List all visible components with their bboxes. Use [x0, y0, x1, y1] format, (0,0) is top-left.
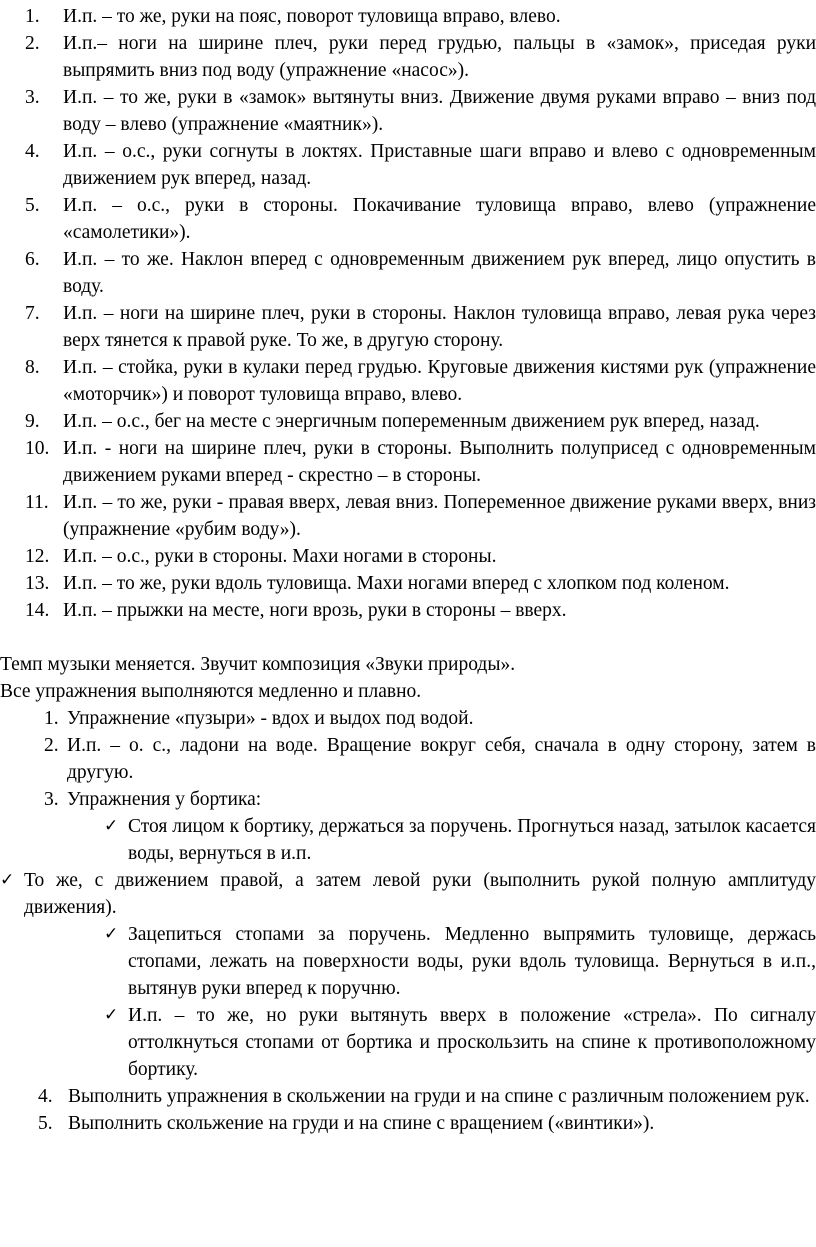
item-text: И.п. – ноги на ширине плеч, руки в стороны. Наклон туловища вправо, левая рука через верх тянется к правой руке. То же, в другую сторону. [63, 303, 816, 351]
list-item [25, 354, 816, 408]
item-text: И.п. – то же. Наклон вперед с одновременным движением рук вперед, лицо опустить в воду. [63, 249, 816, 297]
list-item [25, 570, 816, 597]
item-number: 13. [25, 573, 50, 594]
item-text: Выполнить скольжение на груди и на спине с вращением («винтики»). [68, 1113, 655, 1134]
item-number: 5. [25, 195, 40, 216]
list-item [25, 192, 816, 246]
list-item [25, 597, 816, 624]
list-item [25, 300, 816, 354]
check-item [0, 867, 816, 921]
checkmark-icon: ✓ [104, 816, 119, 836]
item-text: И.п. – о. с., ладони на воде. Вращение вокруг себя, сначала в одну сторону, затем в другую. [67, 735, 816, 783]
check-item [104, 921, 816, 1002]
checkmark-icon: ✓ [104, 1005, 119, 1025]
list-item [25, 408, 816, 435]
item-text: Упражнение «пузыри» - вдох и выдох под водой. [67, 708, 474, 729]
item-number: 9. [25, 411, 40, 432]
item-text: И.п. – прыжки на месте, ноги врозь, руки в стороны – вверх. [63, 600, 567, 621]
list-item [38, 1083, 816, 1110]
item-text: И.п. – то же, руки в «замок» вытянуты вниз. Движение двумя руками вправо – вниз под воду – влево (упражнение «маятник»). [63, 87, 816, 135]
check-item [104, 813, 816, 867]
item-text: И.п. – о.с., руки согнуты в локтях. Приставные шаги вправо и влево с одновременным движением рук вперед, назад. [63, 141, 816, 189]
exercise-list-1 [0, 3, 816, 624]
item-text: И.п. – то же, руки - правая вверх, левая вниз. Попеременное движение руками вверх, вниз (упражнение «рубим воду»). [63, 492, 816, 540]
item-number: 4. [38, 1086, 53, 1107]
list-item [44, 705, 816, 732]
item-text: Выполнить упражнения в скольжении на груди и на спине с различным положением рук. [68, 1086, 810, 1107]
checkmark-icon: ✓ [0, 870, 15, 890]
list-item [25, 3, 816, 30]
item-text: И.п. – о.с., бег на месте с энергичным попеременным движением рук вперед, назад. [63, 411, 760, 432]
list-item [25, 84, 816, 138]
item-number: 4. [25, 141, 40, 162]
item-number: 2. [44, 735, 59, 756]
item-text: И.п. - ноги на ширине плеч, руки в стороны. Выполнить полуприсед с одновременным движением руками вперед - скрестно – в стороны. [63, 438, 816, 486]
item-number: 7. [25, 303, 40, 324]
exercise-list-2 [0, 705, 816, 813]
item-text: Упражнения у бортика: [67, 789, 262, 810]
list-item [25, 435, 816, 489]
paragraph-music: Темп музыки меняется. Звучит композиция «Звуки природы». [0, 654, 516, 675]
list-item [25, 30, 816, 84]
list-item [38, 1110, 816, 1137]
check-text: То же, с движением правой, а затем левой руки (выполнить рукой полную амплитуду движения). [24, 870, 816, 918]
item-text: И.п.– ноги на ширине плеч, руки перед грудью, пальцы в «замок», приседая руки выпрямить вниз под воду (упражнение «насос»). [63, 33, 816, 81]
item-text: И.п. – о.с., руки в стороны. Махи ногами в стороны. [63, 546, 497, 567]
item-number: 3. [44, 789, 59, 810]
item-number: 5. [38, 1113, 53, 1134]
item-text: И.п. – стойка, руки в кулаки перед грудью. Круговые движения кистями рук (упражнение «моторчик») и поворот туловища вправо, влево. [63, 357, 816, 405]
blank-line [0, 624, 816, 651]
item-number: 6. [25, 249, 40, 270]
check-text: Стоя лицом к бортику, держаться за поручень. Прогнуться назад, затылок касается воды, вернуться в и.п. [128, 816, 816, 864]
list-item [25, 489, 816, 543]
check-text: И.п. – то же, но руки вытянуть вверх в положение «стрела». По сигналу оттолкнуться стопами от бортика и проскользить на спине к противоположному бортику. [128, 1005, 816, 1080]
list-item [25, 138, 816, 192]
item-number: 14. [25, 600, 50, 621]
check-item [104, 1002, 816, 1083]
item-number: 8. [25, 357, 40, 378]
item-number: 1. [25, 6, 40, 27]
check-text: Зацепиться стопами за поручень. Медленно выпрямить туловище, держась стопами, лежать на поверхности воды, руки вдоль туловища. Вернуться в и.п., вытянув руки вперед к поручню. [128, 924, 816, 999]
item-number: 1. [44, 708, 59, 729]
item-text: И.п. – о.с., руки в стороны. Покачивание туловища вправо, влево (упражнение «самолетики»). [63, 195, 816, 243]
item-number: 2. [25, 33, 40, 54]
list-item [44, 786, 816, 813]
item-number: 12. [25, 546, 50, 567]
list-item [25, 543, 816, 570]
paragraph-slowly: Все упражнения выполняются медленно и плавно. [0, 681, 422, 702]
item-number: 3. [25, 87, 40, 108]
list-item [44, 732, 816, 786]
item-text: И.п. – то же, руки вдоль туловища. Махи ногами вперед с хлопком под коленом. [63, 573, 730, 594]
checkmark-icon: ✓ [104, 924, 119, 944]
item-text: И.п. – то же, руки на пояс, поворот туловища вправо, влево. [63, 6, 561, 27]
item-number: 11. [25, 492, 49, 513]
list-item [25, 246, 816, 300]
item-number: 10. [25, 438, 50, 459]
exercise-list-3 [0, 1083, 816, 1137]
